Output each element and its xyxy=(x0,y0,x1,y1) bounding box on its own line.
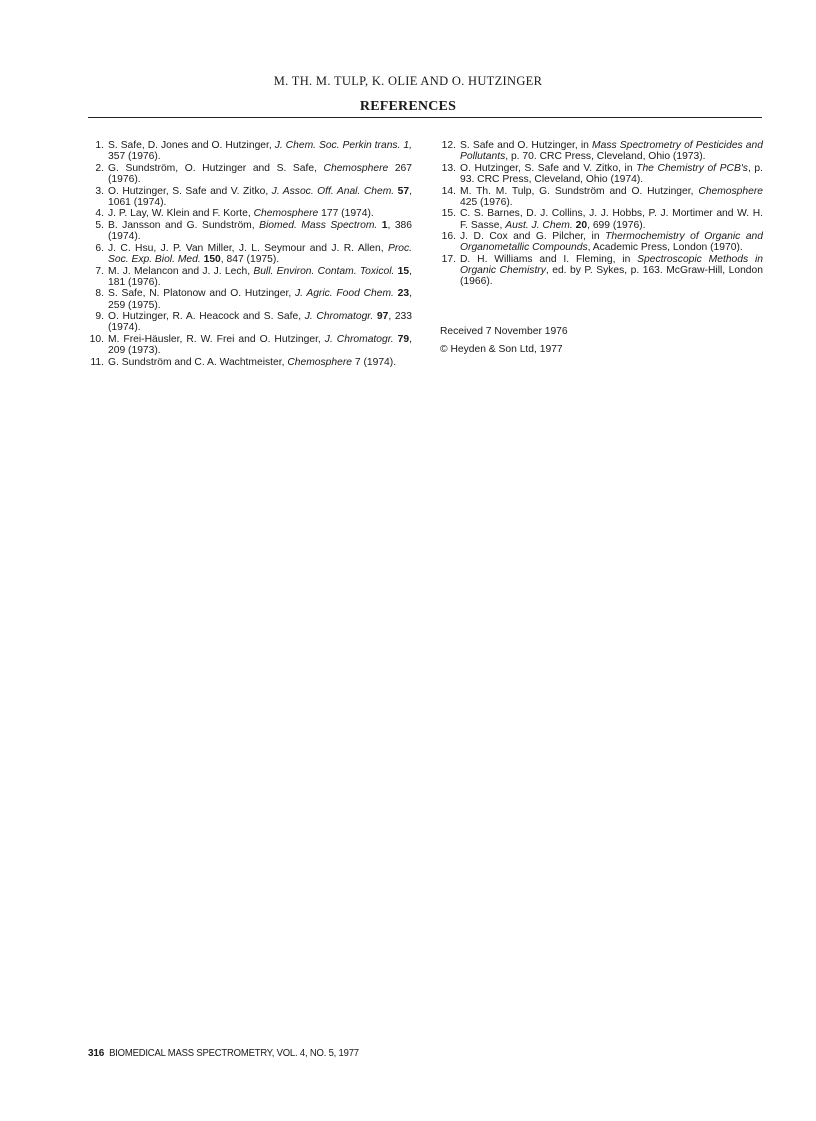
reference-text: G. Sundström and C. A. Wachtmeister, xyxy=(108,356,288,368)
reference-text: J. Agric. Food Chem. xyxy=(294,288,394,300)
reference-text: Thermochemistry of Organic and Organometallic Compounds xyxy=(460,231,764,254)
reference-text: Spectroscopic Methods in Organic Chemistry xyxy=(460,253,764,277)
reference-item xyxy=(88,208,412,219)
references-column-left xyxy=(88,140,412,368)
reference-text: Bull. Environ. Contam. Toxicol. xyxy=(253,265,395,277)
reference-text: 20 xyxy=(575,219,588,231)
reference-number: 12. xyxy=(441,140,456,151)
reference-number: 11. xyxy=(90,356,104,368)
page-footer xyxy=(88,1048,359,1060)
reference-number: 4. xyxy=(95,208,104,220)
reference-item xyxy=(88,357,412,368)
reference-list-left xyxy=(88,140,412,368)
reference-text: S. Safe, D. Jones and O. Hutzinger, xyxy=(108,140,275,151)
reference-text: 97 xyxy=(376,311,389,323)
reference-text: 357 (1976). xyxy=(108,151,161,163)
reference-text: Proc. Soc. Exp. Biol. Med. xyxy=(108,242,412,265)
reference-text: J. Chromatogr. xyxy=(324,333,394,345)
reference-text: M. Th. M. Tulp, G. Sundström and O. Hutzinger, xyxy=(460,185,699,197)
reference-number: 16. xyxy=(441,231,456,243)
reference-text: J. Chromatogr. xyxy=(304,311,374,323)
reference-number: 15. xyxy=(441,208,456,220)
running-head: M. TH. M. TULP, K. OLIE AND O. HUTZINGER xyxy=(273,74,543,88)
journal-citation: BIOMEDICAL MASS SPECTROMETRY, VOL. 4, NO. 5, 1977 xyxy=(109,1047,359,1060)
reference-text: O. Hutzinger, S. Safe and V. Zitko, xyxy=(108,185,272,197)
reference-number: 7. xyxy=(95,265,104,277)
reference-text: 267 (1976). xyxy=(108,162,413,185)
reference-number: 3. xyxy=(95,185,104,197)
reference-item xyxy=(88,266,412,288)
reference-text: 15 xyxy=(397,265,410,277)
reference-item xyxy=(440,254,763,288)
reference-text: , 209 (1973). xyxy=(108,333,412,357)
reference-text: G. Sundström, O. Hutzinger and S. Safe, xyxy=(108,162,324,174)
reference-text: O. Hutzinger, S. Safe and V. Zitko, in xyxy=(460,162,637,174)
reference-item xyxy=(440,140,763,162)
reference-text: B. Jansson and G. Sundström, xyxy=(108,219,260,231)
reference-text: Chemosphere xyxy=(287,356,352,368)
reference-text: 150 xyxy=(203,253,221,265)
reference-text: Mass Spectrometry of Pesticides and Pollutants xyxy=(460,140,763,163)
reference-number: 9. xyxy=(95,311,104,323)
reference-number: 14. xyxy=(441,185,456,197)
reference-list-right xyxy=(440,140,763,288)
reference-item xyxy=(88,243,412,265)
reference-text: The Chemistry of PCB's xyxy=(636,162,748,174)
reference-text: 7 (1974). xyxy=(352,356,397,368)
copyright-notice: © Heyden & Son Ltd, 1977 xyxy=(440,343,563,355)
reference-item xyxy=(440,186,763,208)
reference-text: S. Safe and O. Hutzinger, in xyxy=(460,140,593,151)
reference-number: 5. xyxy=(95,219,104,231)
reference-number: 8. xyxy=(95,288,104,300)
received-date: Received 7 November 1976 xyxy=(440,325,568,337)
reference-item xyxy=(440,163,763,185)
reference-text: 57 xyxy=(397,185,410,197)
reference-text: Chemosphere xyxy=(698,185,763,197)
reference-text: , p. 70. CRC Press, Cleveland, Ohio (1973). xyxy=(505,151,706,163)
reference-item xyxy=(88,334,412,356)
reference-item xyxy=(88,186,412,208)
reference-text: C. S. Barnes, D. J. Collins, J. J. Hobbs, P. J. Mortimer and W. H. F. Sasse, xyxy=(460,208,763,231)
reference-item xyxy=(88,220,412,242)
reference-text: , 181 (1976). xyxy=(108,265,412,288)
reference-text: , 259 (1975). xyxy=(108,288,412,311)
reference-item xyxy=(440,208,763,230)
page-number: 316 xyxy=(88,1047,105,1060)
reference-number: 1. xyxy=(95,140,104,151)
reference-number: 6. xyxy=(95,242,104,254)
reference-text: 1 xyxy=(381,219,388,231)
reference-text: , ed. by P. Sykes, p. 163. McGraw-Hill, London (1966). xyxy=(460,265,763,288)
reference-text: O. Hutzinger, R. A. Heacock and S. Safe, xyxy=(108,311,305,323)
reference-text: J. C. Hsu, J. P. Van Miller, J. L. Seymour and J. R. Allen, xyxy=(108,242,388,254)
reference-text: J. P. Lay, W. Klein and F. Korte, xyxy=(108,208,254,220)
title-rule xyxy=(88,117,762,118)
reference-item xyxy=(88,311,412,333)
reference-number: 17. xyxy=(441,253,456,265)
reference-text: 23 xyxy=(397,288,410,300)
reference-text: , 699 (1976). xyxy=(587,219,646,231)
reference-text: J. D. Cox and G. Pilcher, in xyxy=(460,231,606,243)
reference-text: 79 xyxy=(397,333,410,345)
reference-number: 13. xyxy=(441,162,456,174)
reference-text: , 1061 (1974). xyxy=(108,185,412,208)
reference-text: S. Safe, N. Platonow and O. Hutzinger, xyxy=(108,288,295,300)
reference-text: Biomed. Mass Spectrom. xyxy=(259,219,378,231)
reference-text: , Academic Press, London (1970). xyxy=(587,242,743,254)
reference-item xyxy=(88,288,412,310)
reference-text: Chemosphere xyxy=(253,208,319,220)
reference-text: , 847 (1975). xyxy=(220,253,280,265)
reference-text: Aust. J. Chem. xyxy=(505,219,573,231)
reference-text: J. Chem. Soc. Perkin trans. 1, xyxy=(274,140,412,151)
references-column-right xyxy=(440,140,763,355)
reference-text: J. Assoc. Off. Anal. Chem. xyxy=(271,185,395,197)
reference-text: M. Frei-Häusler, R. W. Frei and O. Hutzinger, xyxy=(108,333,325,345)
reference-text: D. H. Williams and I. Fleming, in xyxy=(460,253,638,265)
reference-text: 177 (1974). xyxy=(318,208,374,220)
reference-text: , 233 (1974). xyxy=(108,311,412,334)
reference-text: 425 (1976). xyxy=(460,196,513,208)
section-title: REFERENCES xyxy=(359,99,457,114)
reference-text: Chemosphere xyxy=(323,162,389,174)
reference-text: M. J. Melancon and J. J. Lech, xyxy=(108,265,254,277)
reference-text: , p. 93. CRC Press, Cleveland, Ohio (1974). xyxy=(460,162,763,185)
reference-item xyxy=(440,231,763,253)
reference-text: , 386 (1974). xyxy=(108,219,412,243)
reference-item xyxy=(88,140,412,162)
reference-item xyxy=(88,163,412,185)
reference-number: 10. xyxy=(89,333,104,345)
reference-number: 2. xyxy=(95,162,104,174)
